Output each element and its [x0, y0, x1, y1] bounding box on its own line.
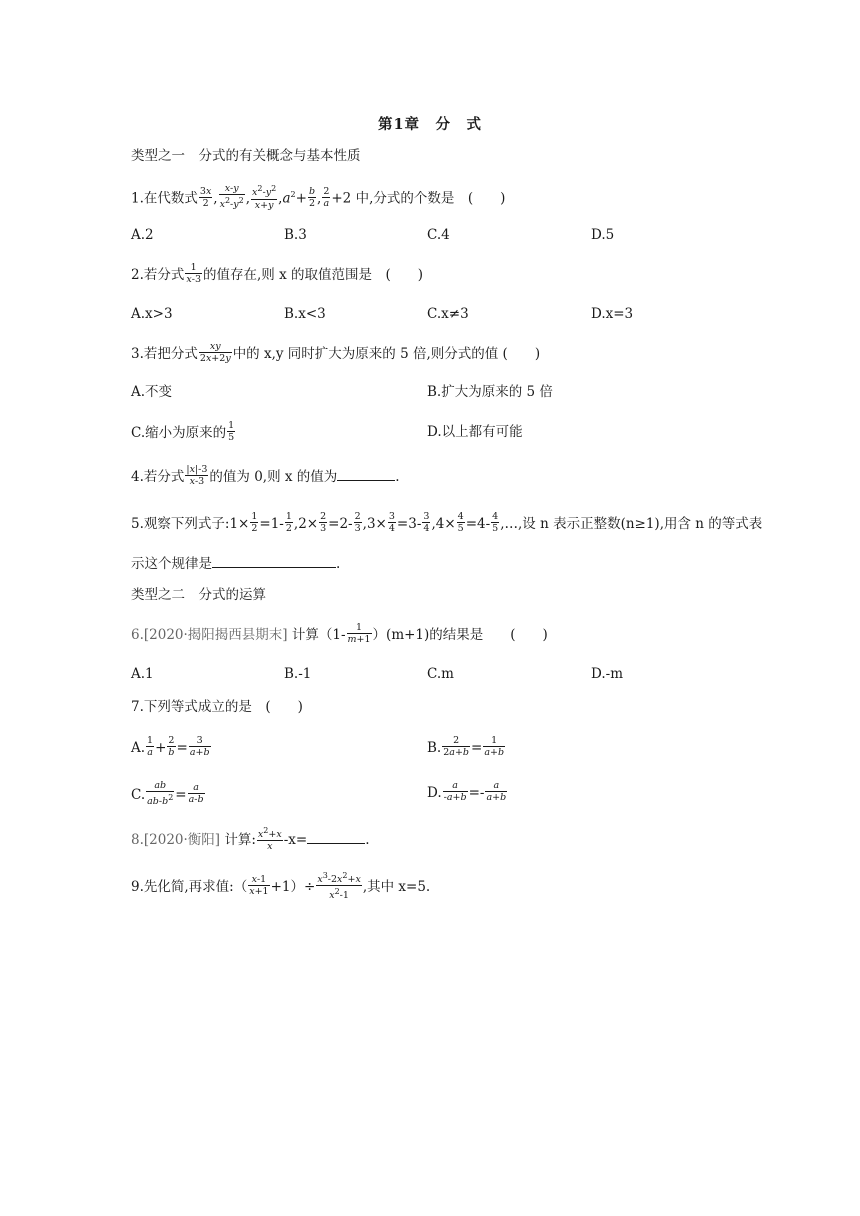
- question-5-continued: 示这个规律是 .: [131, 553, 340, 574]
- q3-option-c: C.缩小为原来的 $\frac{1}{5}$: [131, 420, 235, 443]
- q6-option-a: A.1: [131, 666, 154, 682]
- q2-option-a: A.x>3: [131, 306, 173, 322]
- question-4: 4.若分式 $\frac{|x|-3}{x-3}$ 的值为 0,则 x 的值为 .: [131, 464, 400, 487]
- answer-blank[interactable]: [307, 829, 365, 844]
- question-5: 5.观察下列式子:1× $\frac{1}{2}$ =1- $\frac{1}{2}$ ,2× $\frac{2}{3}$ =2- $\frac{2}{3}$ ,3× $\frac{3}{4}$ =3- $\frac{3}{4}$ ,4× $\frac{4}{5}$ =4- $\frac{4}{5}$ ,…,设 n 表示正整数(n≥1),用含 n 的等式表: [131, 511, 763, 534]
- q6-option-c: C.m: [427, 666, 454, 682]
- q6-option-d: D.-m: [591, 666, 623, 682]
- question-1: 1.在代数式 $\frac{3x}{2}$ , $\frac{x-y}{x^2-y^2}$ , $\frac{x^2-y^2}{x+y}$ $,a^2+$ $\frac{b}{2}$ , $\frac{2}{a}$ +2 中,分式的个数是 ( ): [131, 183, 506, 211]
- q1-option-c: C.4: [427, 227, 450, 243]
- section-heading-2: 类型之二 分式的运算: [131, 587, 266, 603]
- question-9: 9.先化简,再求值:（ $\frac{x-1}{x+1}$ +1）÷ $\frac{x^3-2x^2+x}{x^2-1}$ ,其中 x=5.: [131, 871, 431, 902]
- q3-option-d: D.以上都有可能: [427, 424, 523, 440]
- question-3: 3.若把分式 $\frac{xy}{2x+2y}$ 中的 x,y 同时扩大为原来的 5 倍,则分式的值 ( ): [131, 341, 541, 364]
- q1-option-d: D.5: [591, 227, 615, 243]
- q3-option-a: A.不变: [131, 384, 173, 400]
- section-heading-1: 类型之一 分式的有关概念与基本性质: [131, 148, 361, 164]
- q6-option-b: B.-1: [284, 666, 312, 682]
- q1-option-b: B.3: [284, 227, 307, 243]
- chapter-title: 第1章 分 式: [377, 116, 483, 133]
- q7-option-b: B. $\frac{2}{2a+b}$ = $\frac{1}{a+b}$: [427, 735, 505, 758]
- q3-option-b: B.扩大为原来的 5 倍: [427, 384, 553, 400]
- q1-option-a: A.2: [131, 227, 154, 243]
- q7-option-a: A. $\frac{1}{a}$ + $\frac{2}{b}$ = $\frac{3}{a+b}$: [131, 735, 210, 758]
- q7-option-c: C. $\frac{ab}{ab-b^2}$ = $\frac{a}{a-b}$: [131, 780, 204, 808]
- q2-option-b: B.x<3: [284, 306, 326, 322]
- q7-option-d: D. $\frac{a}{-a+b}$ =- $\frac{a}{a+b}$: [427, 780, 507, 803]
- question-6: 6.[2020·揭阳揭西县期末] 计算（1- $\frac{1}{m+1}$ ）(m+1)的结果是 ( ): [131, 622, 548, 645]
- answer-blank[interactable]: [212, 553, 336, 568]
- answer-blank[interactable]: [337, 466, 395, 481]
- q2-option-c: C.x≠3: [427, 306, 469, 322]
- question-7: 7.下列等式成立的是 ( ): [131, 699, 303, 715]
- question-8: 8.[2020·衡阳] 计算: $\frac{x^2+x}{x}$ -x= .: [131, 826, 370, 853]
- question-2: 2.若分式 $\frac{1}{x-3}$ 的值存在,则 x 的取值范围是 ( ): [131, 262, 424, 285]
- q2-option-d: D.x=3: [591, 306, 634, 322]
